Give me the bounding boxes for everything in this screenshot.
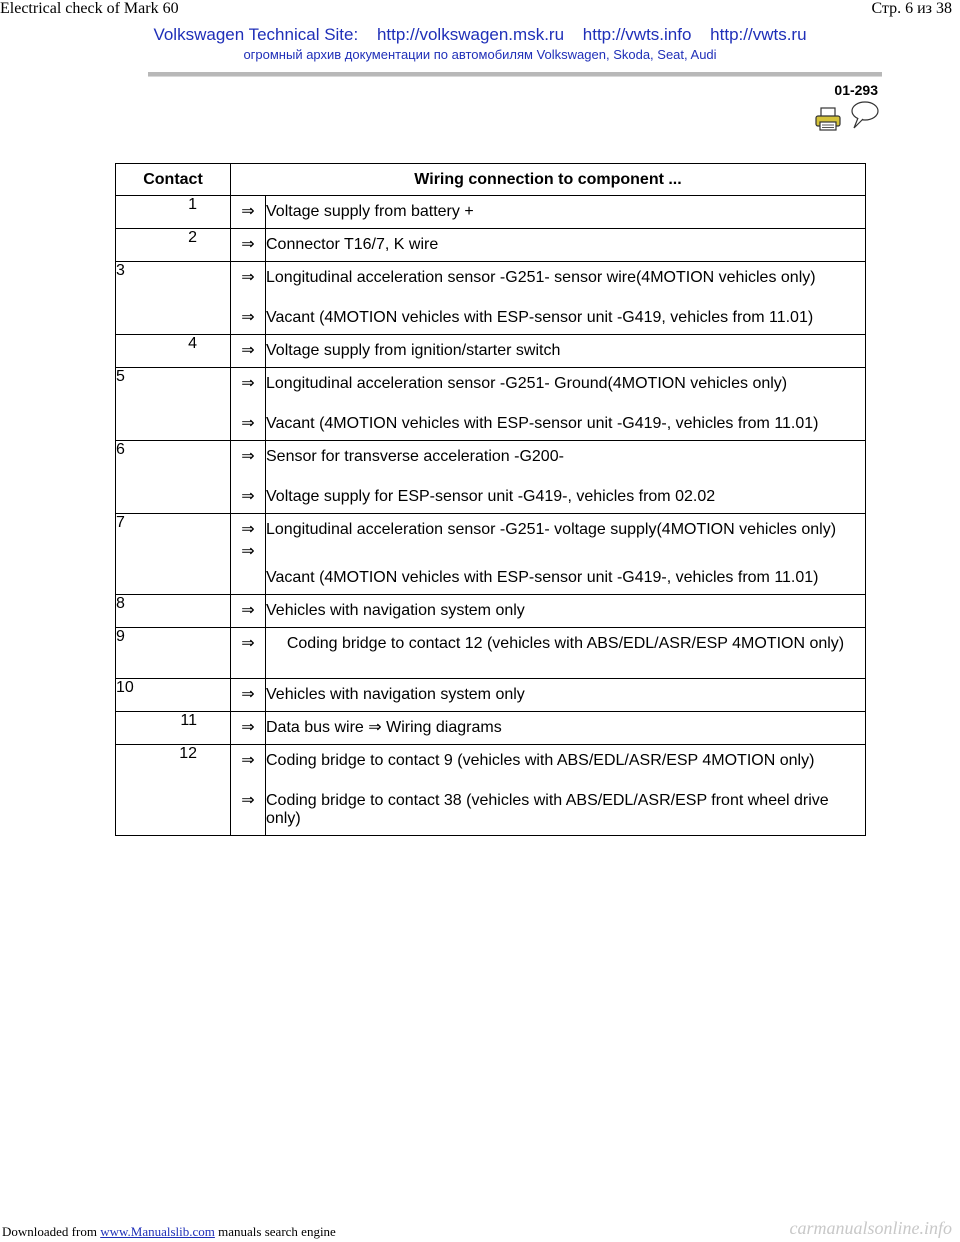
wiring-item: Longitudinal acceleration sensor -G251- sensor wire(4MOTION vehicles only) (266, 269, 816, 286)
arrow-cell (231, 712, 266, 745)
wiring-description (266, 595, 866, 628)
document-number: 01-293 (834, 82, 878, 98)
page-title: Electrical check of Mark 60 (0, 0, 179, 17)
arrow-cell (231, 595, 266, 628)
wiring-description (266, 745, 866, 836)
arrow-icon: ⇒ (241, 521, 255, 538)
contact-number: 5 (116, 368, 231, 441)
arrow-icon: ⇒ (241, 269, 255, 286)
arrow-icon: ⇒ (241, 375, 255, 392)
wiring-item: Data bus wire ⇒ Wiring diagrams (266, 719, 502, 736)
contact-number: 4 (116, 335, 231, 368)
watermark: carmanualsonline.info (789, 1218, 952, 1238)
arrow-icon: ⇒ (241, 792, 255, 809)
header-wiring: Wiring connection to component ... (231, 164, 866, 196)
arrow-cell (231, 745, 266, 836)
arrow-cell (231, 441, 266, 514)
arrow-icon: ⇒ (241, 342, 255, 359)
site-link-2[interactable]: http://vwts.info (582, 25, 692, 44)
wiring-item: Voltage supply from ignition/starter switch (266, 342, 561, 359)
wiring-item: Voltage supply for ESP-sensor unit -G419-, vehicles from 02.02 (266, 488, 716, 505)
footer-download (2, 1224, 336, 1240)
contact-number: 12 (116, 745, 231, 836)
header-contact: Contact (116, 164, 231, 196)
arrow-icon: ⇒ (241, 635, 255, 652)
table-row (116, 628, 866, 679)
wiring-item: Vacant (4MOTION vehicles with ESP-sensor unit -G419, vehicles from 11.01) (266, 309, 814, 326)
toolbar-icons (814, 100, 884, 130)
site-banner (0, 24, 960, 64)
wiring-item: Coding bridge to contact 12 (vehicles with ABS/EDL/ASR/ESP 4MOTION only) (286, 635, 845, 652)
footer-link[interactable]: www.Manualslib.com (100, 1224, 215, 1239)
table-row (116, 262, 866, 335)
arrow-cell (231, 628, 266, 679)
speech-bubble-icon[interactable] (848, 100, 880, 130)
wiring-table (115, 163, 866, 836)
wiring-item: Coding bridge to contact 38 (vehicles with ABS/EDL/ASR/ESP front wheel drive only) (266, 792, 829, 827)
arrow-icon: ⇒ (241, 543, 255, 560)
table-header-row (116, 164, 866, 196)
wiring-description (266, 514, 866, 595)
table-row (116, 595, 866, 628)
wiring-description (266, 196, 866, 229)
wiring-description (266, 441, 866, 514)
contact-number: 7 (116, 514, 231, 595)
contact-number: 2 (116, 229, 231, 262)
contact-number: 3 (116, 262, 231, 335)
table-row (116, 196, 866, 229)
contact-number: 10 (116, 679, 231, 712)
arrow-icon: ⇒ (241, 203, 255, 220)
arrow-cell (231, 335, 266, 368)
arrow-icon: ⇒ (241, 415, 255, 432)
wiring-item: Longitudinal acceleration sensor -G251- voltage supply(4MOTION vehicles only) (266, 521, 837, 538)
wiring-item: Connector T16/7, K wire (266, 236, 439, 253)
arrow-icon: ⇒ (241, 719, 255, 736)
wiring-item: Longitudinal acceleration sensor -G251- Ground(4MOTION vehicles only) (266, 375, 788, 392)
printer-icon[interactable] (814, 106, 842, 132)
contact-number: 6 (116, 441, 231, 514)
table-row (116, 679, 866, 712)
table-row (116, 229, 866, 262)
arrow-icon: ⇒ (241, 602, 255, 619)
wiring-item: Vacant (4MOTION vehicles with ESP-sensor unit -G419-, vehicles from 11.01) (266, 569, 819, 586)
site-subtitle: огромный архив документации по автомобилям Volkswagen, Skoda, Seat, Audi (243, 47, 717, 62)
table-row (116, 335, 866, 368)
arrow-cell (231, 514, 266, 595)
site-link-1[interactable]: http://volkswagen.msk.ru (376, 25, 565, 44)
wiring-item: Sensor for transverse acceleration -G200- (266, 448, 564, 465)
arrow-icon: ⇒ (241, 488, 255, 505)
wiring-description (266, 712, 866, 745)
footer-prefix: Downloaded from (2, 1224, 97, 1239)
arrow-icon: ⇒ (241, 309, 255, 326)
wiring-description (266, 368, 866, 441)
page-count: Стр. 6 из 38 (871, 0, 952, 17)
table-row (116, 712, 866, 745)
contact-number: 11 (116, 712, 231, 745)
arrow-cell (231, 229, 266, 262)
contact-number: 8 (116, 595, 231, 628)
arrow-cell (231, 196, 266, 229)
wiring-description (266, 628, 866, 679)
arrow-cell (231, 679, 266, 712)
wiring-description (266, 262, 866, 335)
site-link-3[interactable]: http://vwts.ru (710, 25, 807, 44)
table-row (116, 514, 866, 595)
wiring-description (266, 679, 866, 712)
contact-number: 9 (116, 628, 231, 679)
contact-number: 1 (116, 196, 231, 229)
arrow-cell (231, 368, 266, 441)
table-row (116, 368, 866, 441)
arrow-icon: ⇒ (241, 752, 255, 769)
wiring-description (266, 335, 866, 368)
arrow-icon: ⇒ (241, 686, 255, 703)
site-label: Volkswagen Technical Site: (153, 25, 359, 44)
arrow-cell (231, 262, 266, 335)
wiring-item: Vehicles with navigation system only (266, 686, 525, 703)
wiring-item: Vehicles with navigation system only (266, 602, 525, 619)
arrow-icon: ⇒ (241, 236, 255, 253)
footer-suffix: manuals search engine (218, 1224, 336, 1239)
wiring-description (266, 229, 866, 262)
wiring-item: Coding bridge to contact 9 (vehicles with ABS/EDL/ASR/ESP 4MOTION only) (266, 752, 815, 769)
wiring-item: Voltage supply from battery + (266, 203, 474, 220)
table-row (116, 441, 866, 514)
header-divider (148, 72, 882, 77)
wiring-item: Vacant (4MOTION vehicles with ESP-sensor unit -G419-, vehicles from 11.01) (266, 415, 819, 432)
arrow-icon: ⇒ (241, 448, 255, 465)
table-row (116, 745, 866, 836)
